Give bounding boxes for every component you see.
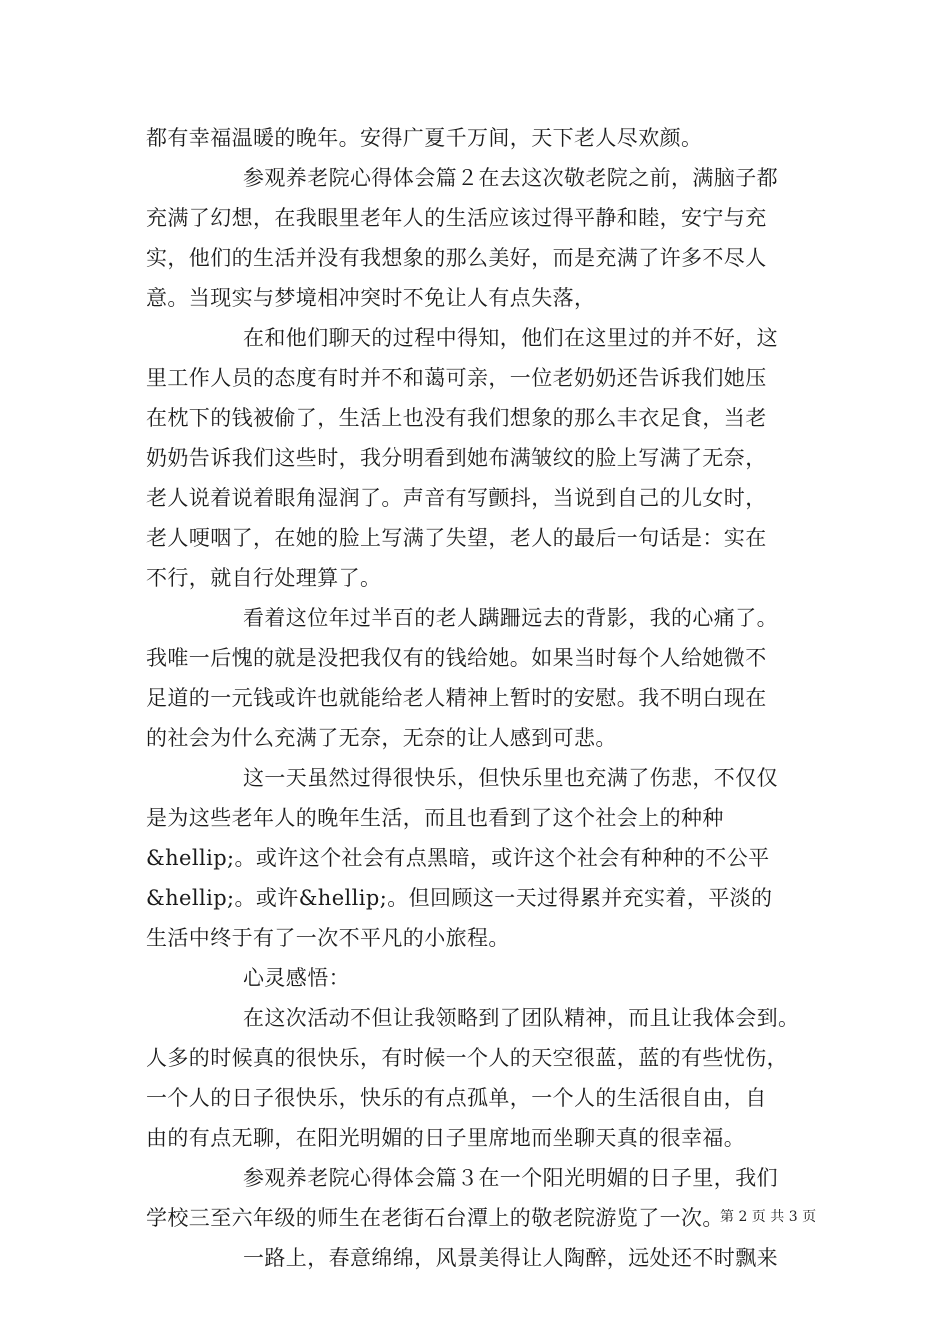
text-line: 老人哽咽了，在她的脸上写满了失望，老人的最后一句话是：实在 [146,526,767,550]
text-line: 学校三至六年级的师生在老街石台潭上的敬老院游览了一次。 [146,1206,724,1230]
text-line: 人多的时候真的很快乐，有时候一个人的天空很蓝，蓝的有些忧伤， [146,1046,788,1070]
text-line: 参观养老院心得体会篇２在去这次敬老院之前，满脑子都 [243,166,778,190]
text-line: 一个人的日子很快乐，快乐的有点孤单，一个人的生活很自由，自 [146,1086,767,1110]
text-line: 看着这位年过半百的老人蹒跚远去的背影，我的心痛了。 [243,606,778,630]
text-line: 我唯一后愧的就是没把我仅有的钱给她。如果当时每个人给她微不 [146,646,767,670]
text-line: 充满了幻想，在我眼里老年人的生活应该过得平静和睦，安宁与充 [146,206,767,230]
text-line: 是为这些老年人的晚年生活，而且也看到了这个社会上的种种 [146,806,724,830]
text-line: 的社会为什么充满了无奈，无奈的让人感到可悲。 [146,726,617,750]
document-body [146,118,808,1278]
text-line: 意。当现实与梦境相冲突时不免让人有点失落， [146,286,596,310]
text-line: 在和他们聊天的过程中得知，他们在这里过的并不好，这 [243,326,778,350]
page-number-footer: 第 2 页 共 3 页 [720,1209,817,1225]
text-line: 参观养老院心得体会篇３在一个阳光明媚的日子里，我们 [243,1166,778,1190]
text-line: 老人说着说着眼角湿润了。声音有写颤抖，当说到自己的儿女时， [146,486,767,510]
text-line: 足道的一元钱或许也就能给老人精神上暂时的安慰。我不明白现在 [146,686,767,710]
text-line: &hellip;。或许&hellip;。但回顾这一天过得累并充实着，平淡的 [146,886,773,910]
text-line: 心灵感悟： [243,966,350,990]
text-line: 不行，就自行处理算了。 [146,566,382,590]
text-line: 这一天虽然过得很快乐，但快乐里也充满了伤悲，不仅仅 [243,766,778,790]
text-line: 一路上，春意绵绵，风景美得让人陶醉，远处还不时飘来 [243,1246,778,1270]
text-line: 都有幸福温暖的晚年。安得广夏千万间，天下老人尽欢颜。 [146,126,703,150]
text-line: &hellip;。或许这个社会有点黑暗，或许这个社会有种种的不公平 [146,846,770,870]
text-line: 里工作人员的态度有时并不和蔼可亲，一位老奶奶还告诉我们她压 [146,366,767,390]
text-line: 在枕下的钱被偷了，生活上也没有我们想象的那么丰衣足食，当老 [146,406,767,430]
text-line: 奶奶告诉我们这些时，我分明看到她布满皱纹的脸上写满了无奈， [146,446,767,470]
text-line: 生活中终于有了一次不平凡的小旅程。 [146,926,510,950]
text-line: 在这次活动不但让我领略到了团队精神，而且让我体会到。 [243,1006,800,1030]
text-line: 由的有点无聊，在阳光明媚的日子里席地而坐聊天真的很幸福。 [146,1126,746,1150]
text-line: 实，他们的生活并没有我想象的那么美好，而是充满了许多不尽人 [146,246,767,270]
